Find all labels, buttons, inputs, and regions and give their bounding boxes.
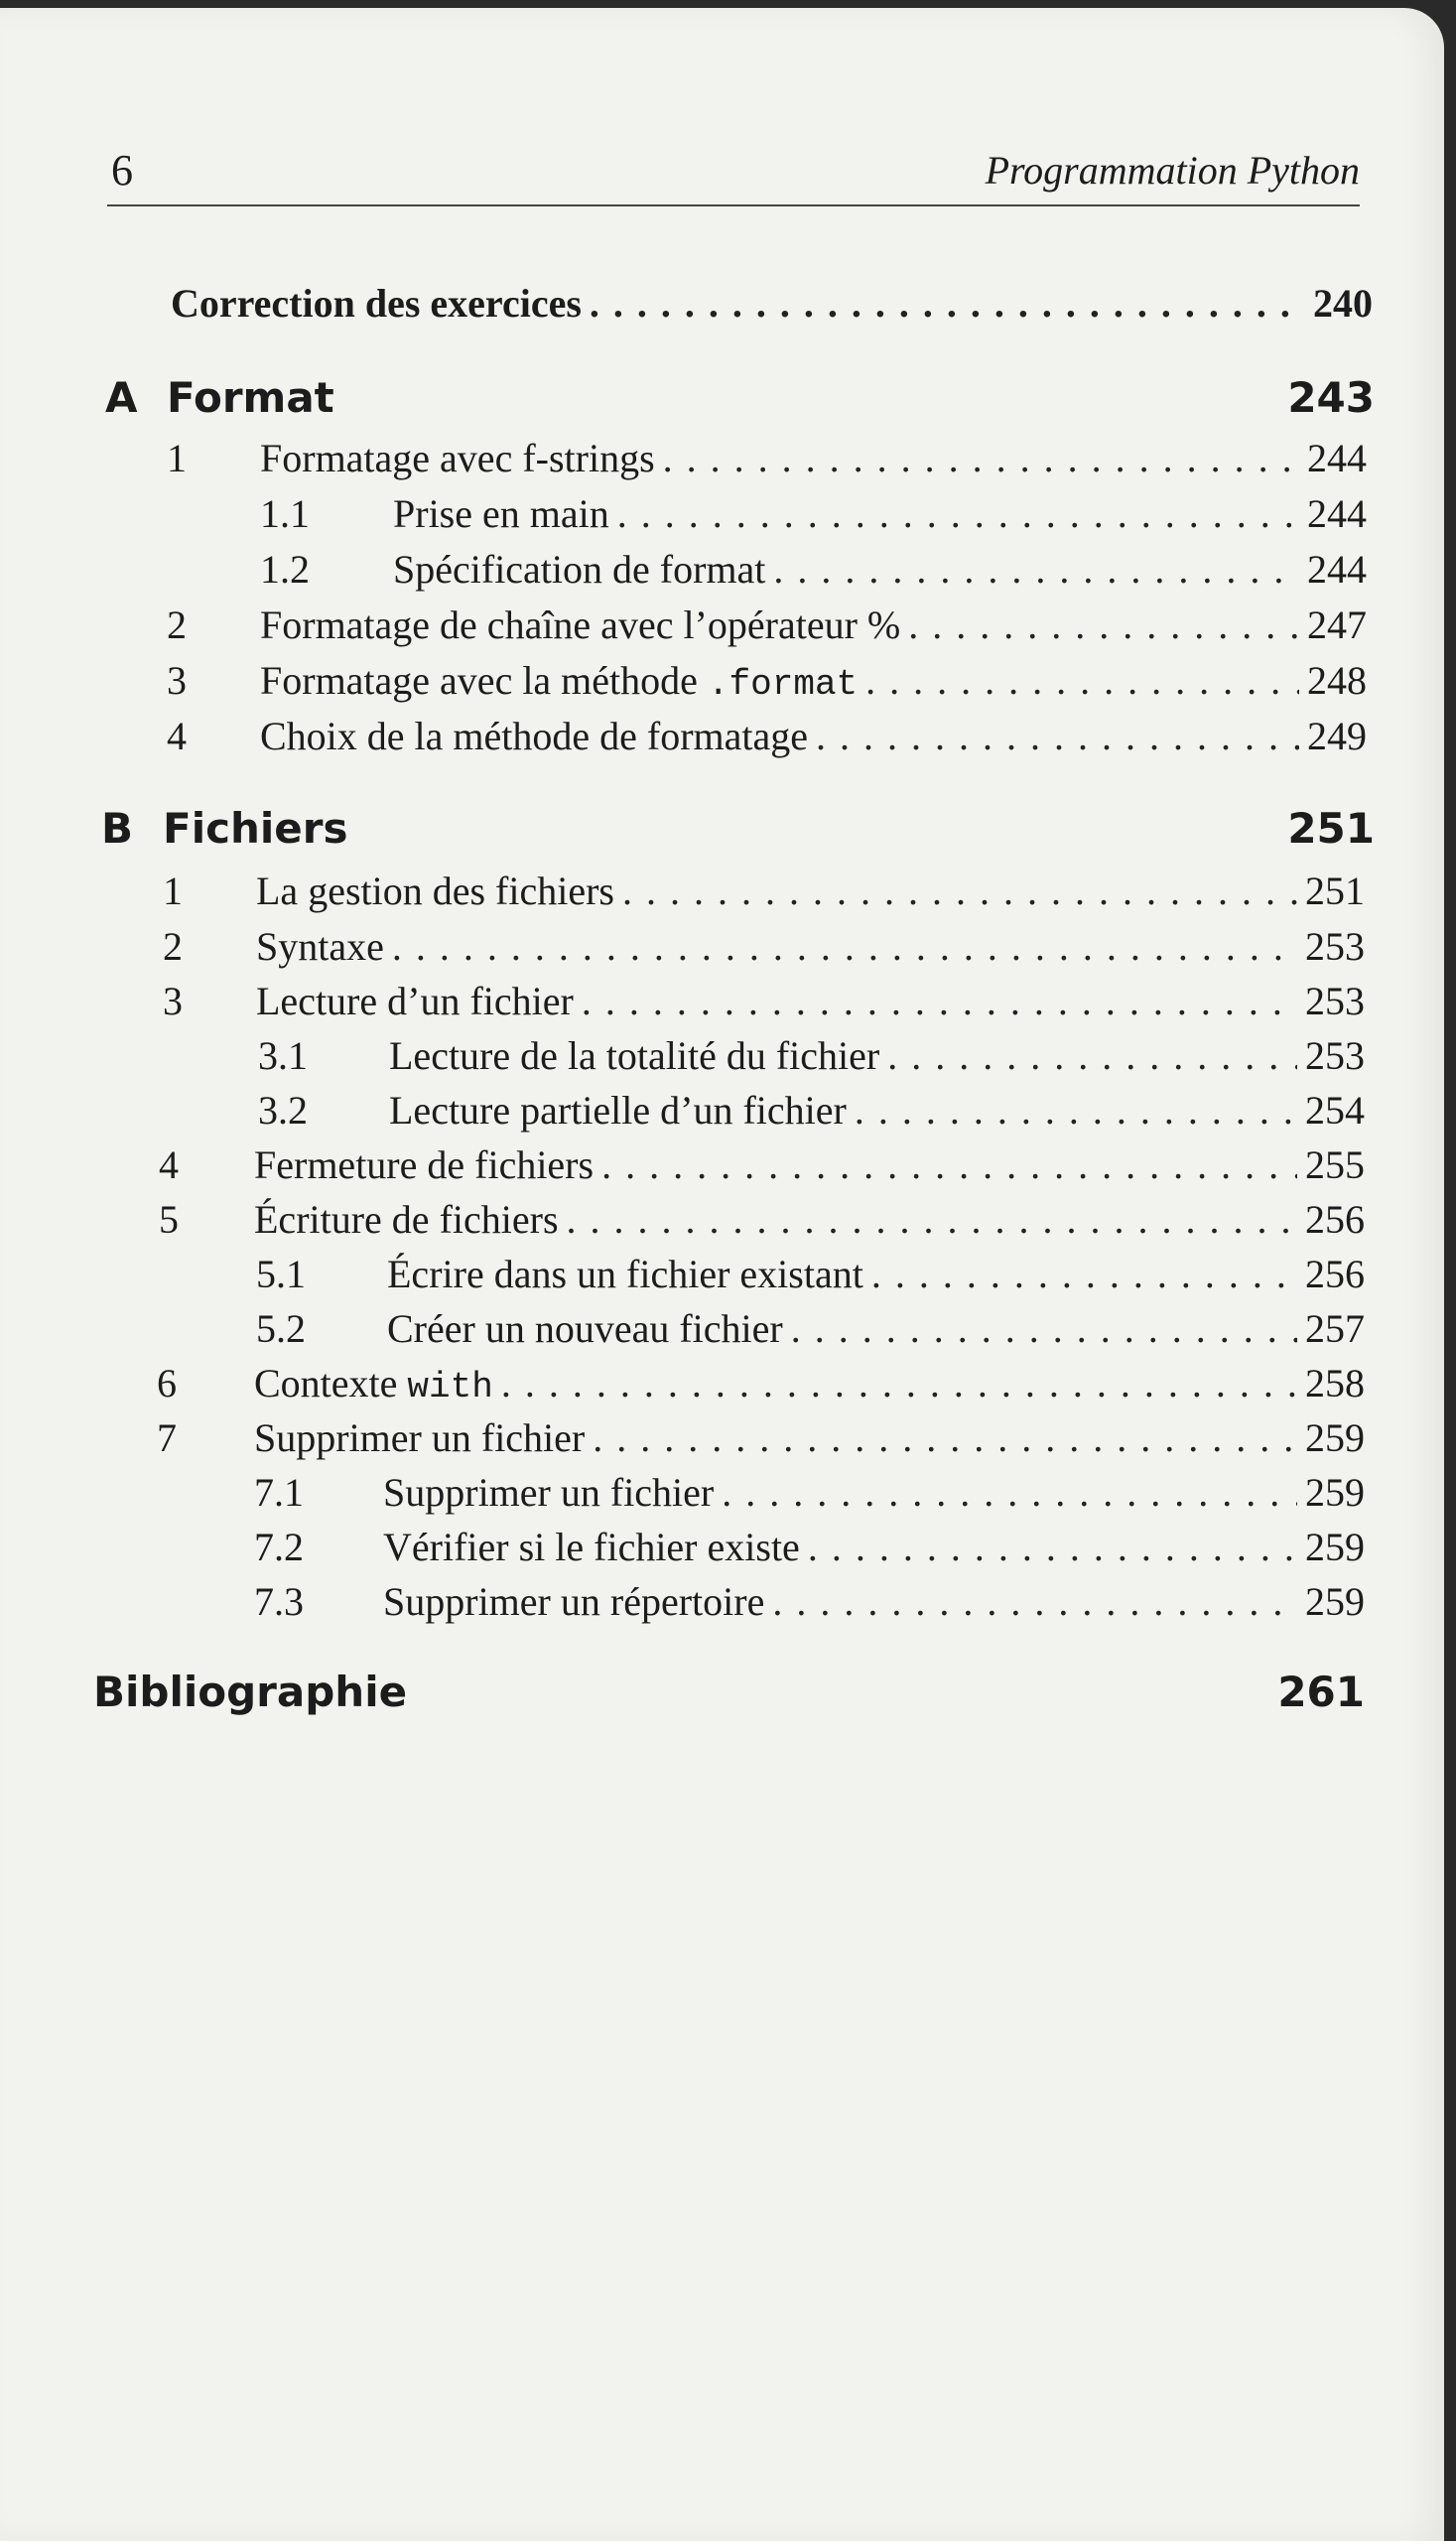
toc-entry (256, 1303, 1365, 1357)
toc-entry-number: 3.2 (258, 1088, 308, 1133)
toc-entry-title: Fermeture de fichiers (254, 1142, 595, 1187)
toc-entry (167, 600, 1367, 653)
toc-entry-title: Écriture de fichiers (254, 1197, 559, 1242)
section-heading-b (101, 804, 1375, 853)
toc-entry-title: La gestion des fichiers (256, 869, 614, 913)
toc-entry-title: Prise en main (393, 491, 609, 536)
toc-entry-title: Correction des exercices (171, 281, 582, 326)
toc-entry (163, 921, 1365, 975)
page-number: 6 (111, 146, 133, 195)
book-page (0, 8, 1444, 2541)
toc-entry-number: 7.3 (254, 1579, 304, 1624)
toc-entry-number: 3 (163, 979, 183, 1023)
toc-entry-page: 256 (1305, 1197, 1365, 1242)
toc-entry-title: Vérifier si le fichier existe (383, 1525, 800, 1569)
section-title: Bibliographie (93, 1668, 408, 1716)
toc-entry (254, 1522, 1365, 1575)
toc-entry-page: 259 (1305, 1579, 1365, 1624)
toc-entry-page: 253 (1305, 1033, 1365, 1078)
section-page: 261 (1277, 1668, 1365, 1716)
section-page: 243 (1287, 373, 1375, 422)
toc-entry-number: 7.1 (254, 1470, 304, 1515)
toc-entry-correction (171, 278, 1373, 332)
toc-entry-page: 248 (1307, 658, 1367, 703)
toc-entry-number: 2 (163, 924, 183, 969)
toc-entry-number: 5.1 (256, 1252, 306, 1296)
toc-entry-title: Choix de la méthode de formatage (260, 714, 809, 758)
toc-entry-page: 249 (1307, 714, 1367, 758)
toc-entry (159, 1139, 1365, 1193)
toc-entry-number: 5 (159, 1197, 179, 1242)
toc-entry-page: 259 (1305, 1470, 1365, 1515)
toc-entry (167, 433, 1367, 486)
toc-entry (254, 1467, 1365, 1521)
code-format: .format (707, 664, 859, 705)
toc-entry (258, 1030, 1365, 1084)
toc-entry-page: 251 (1305, 869, 1365, 913)
toc-entry-page: 256 (1305, 1252, 1365, 1296)
toc-entry (163, 976, 1365, 1029)
section-letter: B (101, 804, 134, 853)
toc-entry-page: 253 (1305, 924, 1365, 969)
toc-entry-title: Supprimer un répertoire (383, 1579, 765, 1624)
toc-entry-title: Supprimer un fichier (254, 1415, 586, 1460)
toc-entry (159, 1194, 1365, 1248)
section-title: Format (167, 373, 334, 422)
toc-entry-title: Écrire dans un fichier existant (387, 1252, 863, 1296)
toc-entry-page: 244 (1307, 547, 1367, 592)
toc-entry-number: 7 (157, 1415, 177, 1460)
toc-entry-page: 259 (1305, 1525, 1365, 1569)
toc-entry-title: Contexte with (254, 1361, 493, 1407)
toc-entry (157, 1358, 1365, 1411)
toc-entry-number: 1 (167, 436, 187, 480)
toc-entry-number: 2 (167, 602, 187, 647)
toc-entry-title: Lecture partielle d’un fichier (389, 1088, 847, 1133)
toc-entry-number: 6 (157, 1361, 177, 1405)
toc-entry-page: 254 (1305, 1088, 1365, 1133)
toc-entry-number: 1.1 (260, 491, 310, 536)
page-header (107, 145, 1360, 206)
toc-entry-title: Spécification de format (393, 547, 766, 592)
toc-entry-number: 1.2 (260, 547, 310, 592)
toc-entry-title: Lecture de la totalité du fichier (389, 1033, 880, 1078)
toc-entry (260, 488, 1367, 542)
toc-entry (254, 1576, 1365, 1630)
leader-dots (590, 278, 1305, 330)
toc-entry-page: 247 (1307, 602, 1367, 647)
toc-entry-page: 255 (1305, 1142, 1365, 1187)
toc-entry-number: 3 (167, 658, 187, 703)
toc-entry (167, 655, 1367, 709)
toc-entry-page: 244 (1307, 436, 1367, 480)
toc-entry-title: Supprimer un fichier (383, 1470, 715, 1515)
toc-entry-title: Formatage avec f-strings (260, 436, 655, 480)
toc-entry (260, 544, 1367, 598)
section-page: 251 (1287, 804, 1375, 853)
toc-entry (157, 1412, 1365, 1466)
toc-entry-page: 253 (1305, 979, 1365, 1023)
toc-entry-number: 1 (163, 869, 183, 913)
toc-entry-title: Formatage de chaîne avec l’opérateur % (260, 602, 901, 647)
toc-entry-number: 5.2 (256, 1306, 306, 1351)
toc-entry (258, 1085, 1365, 1138)
toc-entry-number: 3.1 (258, 1033, 308, 1078)
code-with: with (407, 1367, 493, 1407)
toc-entry-title: Formatage avec la méthode .format (260, 658, 859, 705)
section-heading-a (105, 373, 1375, 422)
section-heading-bibliography (93, 1668, 1365, 1716)
toc-entry-number: 7.2 (254, 1525, 304, 1569)
toc-entry-title: Syntaxe (256, 924, 384, 969)
toc-entry-page: 244 (1307, 491, 1367, 536)
toc-entry-title: Lecture d’un fichier (256, 979, 574, 1023)
toc-entry-page: 257 (1305, 1306, 1365, 1351)
toc-entry-title: Créer un nouveau fichier (387, 1306, 783, 1351)
toc-entry-page: 258 (1305, 1361, 1365, 1405)
toc-entry-number: 4 (167, 714, 187, 758)
section-title: Fichiers (163, 804, 348, 853)
section-letter: A (105, 373, 138, 422)
toc-entry (256, 1249, 1365, 1302)
toc-entry-page: 259 (1305, 1415, 1365, 1460)
toc-entry-page: 240 (1313, 281, 1373, 326)
toc-entry (167, 711, 1367, 764)
running-title: Programmation Python (985, 148, 1360, 193)
toc-entry-number: 4 (159, 1142, 179, 1187)
toc-entry (163, 866, 1365, 919)
